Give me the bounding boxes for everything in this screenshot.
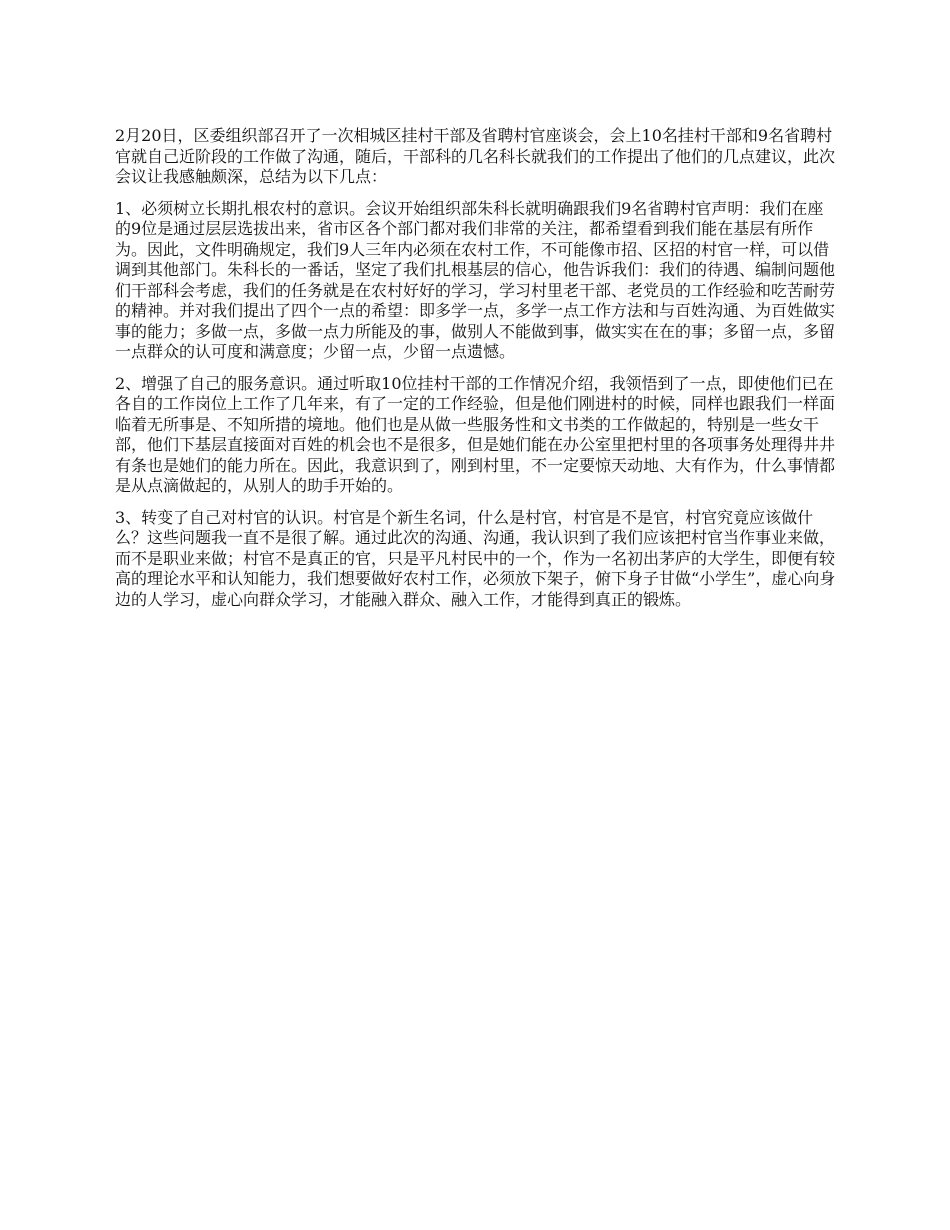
point-3-paragraph: 3、转变了自己对村官的认识。村官是个新生名词，什么是村官，村官是不是官，村官究竟应该做什么？这些问题我一直不是很了解。通过此次的沟通、沟通，我认识到了我们应该把村官当作事业来做，而不是职业来做；村官不是真正的官，只是平凡村民中的一个，作为一名初出茅庐的大学生，即便有较高的理论水平和认知能力，我们想要做好农村工作，必须放下架子，俯下身子甘做“小学生”，虚心向身边的人学习，虚心向群众学习，才能融入群众、融入工作，才能得到真正的锻炼。 (115, 507, 836, 609)
point-2-paragraph: 2、增强了自己的服务意识。通过听取10位挂村干部的工作情况介绍，我领悟到了一点，即使他们已在各自的工作岗位上工作了几年来，有了一定的工作经验，但是他们刚进村的时候，同样也跟我们一样面临着无所事是、不知所措的境地。他们也是从做一些服务性和文书类的工作做起的，特别是一些女干部，他们下基层直接面对百姓的机会也不是很多，但是她们能在办公室里把村里的各项事务处理得井井有条也是她们的能力所在。因此，我意识到了，刚到村里，不一定要惊天动地、大有作为，什么事情都是从点滴做起的，从别人的助手开始的。 (115, 373, 836, 495)
point-1-paragraph: 1、必须树立长期扎根农村的意识。会议开始组织部朱科长就明确跟我们9名省聘村官声明：我们在座的9位是通过层层选拔出来，省市区各个部门都对我们非常的关注，都希望看到我们能在基层有所作为。因此，文件明确规定，我们9人三年内必须在农村工作，不可能像市招、区招的村官一样，可以借调到其他部门。朱科长的一番话，坚定了我们扎根基层的信心，他告诉我们：我们的待遇、编制问题他们干部科会考虑，我们的任务就是在农村好好的学习，学习村里老干部、老党员的工作经验和吃苦耐劳的精神。并对我们提出了四个一点的希望：即多学一点，多学一点工作方法和与百姓沟通、为百姓做实事的能力；多做一点，多做一点力所能及的事，做别人不能做到事，做实实在在的事；多留一点，多留一点群众的认可度和满意度；少留一点，少留一点遗憾。 (115, 198, 836, 361)
intro-paragraph: 2月20日，区委组织部召开了一次相城区挂村干部及省聘村官座谈会，会上10名挂村干部和9名省聘村官就自己近阶段的工作做了沟通，随后，干部科的几名科长就我们的工作提出了他们的几点建议，此次会议让我感触颇深，总结为以下几点： (115, 126, 836, 186)
document-body (115, 126, 839, 621)
